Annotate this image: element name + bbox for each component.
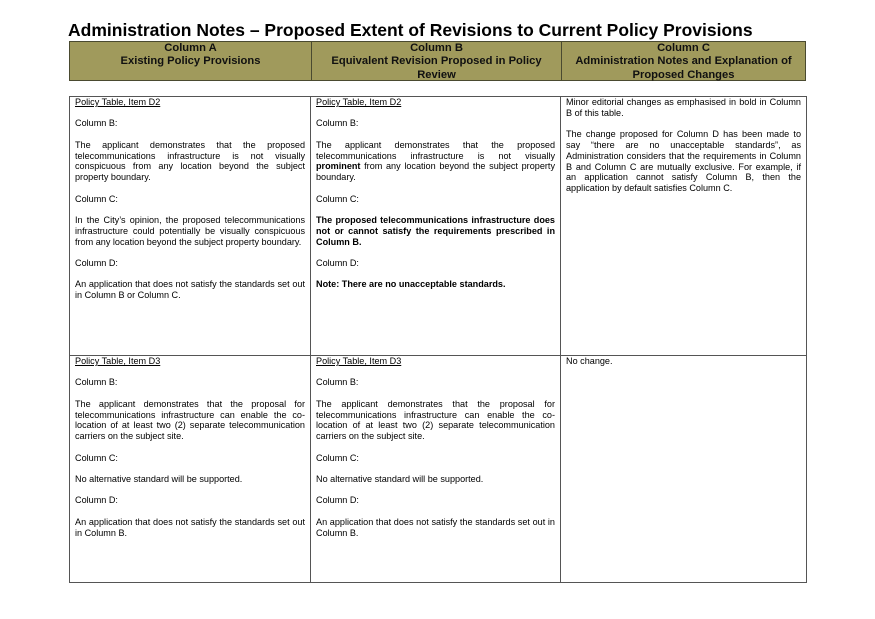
item-reference: Policy Table, Item D2 (316, 97, 402, 107)
column-c-label: Column C: (75, 452, 118, 463)
column-b-label: Column B: (316, 377, 359, 388)
column-b-label: Column B: (75, 118, 118, 129)
column-b-text-end: from any location beyond the subject property boundary. (316, 161, 555, 183)
table-row (70, 356, 807, 583)
column-d-text: An application that does not satisfy the standards set out in Column B or Column C. (75, 279, 305, 301)
column-d-label: Column D: (316, 495, 359, 506)
column-c-label: Column C: (75, 193, 118, 204)
column-c-label: Column C: (316, 452, 359, 463)
column-c-label: Column C: (316, 193, 359, 204)
column-c-text: In the City’s opinion, the proposed telecommunications infrastructure could potentially be visually conspicuous from any location beyond the subject property boundary. (75, 214, 305, 247)
table-header (69, 41, 806, 81)
item-reference: Policy Table, Item D2 (75, 97, 161, 107)
column-b-text: The applicant demonstrates that the proposed telecommunications infrastructure is not visually conspicuous from any location beyond the subject property boundary. (75, 139, 305, 183)
header-column-c (561, 42, 805, 80)
header-column-b-title-line2: Review (417, 68, 456, 81)
column-d-label: Column D: (316, 257, 359, 268)
admin-note: Minor editorial changes as emphasised in bold in Column B of this table. (566, 97, 801, 118)
header-column-b-label: Column B (410, 42, 463, 54)
column-c-text: No alternative standard will be supported. (316, 473, 484, 484)
table-cell-column-b (311, 97, 561, 356)
admin-note: No change. (566, 356, 613, 366)
column-d-note: Note: There are no unacceptable standards. (316, 279, 506, 290)
column-b-text-start: The applicant demonstrates that the proposed telecommunications infrastructure is not visually (316, 139, 555, 161)
table-row (70, 97, 807, 356)
header-column-c-title-line1: Administration Notes and Explanation of (575, 55, 792, 68)
column-b-text: The applicant demonstrates that the proposal for telecommunications infrastructure can enable the co-location of at least two (2) separate telecommunication carriers on the subject site. (75, 398, 305, 442)
item-reference: Policy Table, Item D3 (316, 356, 402, 366)
table-cell-column-a (70, 356, 311, 583)
column-d-label: Column D: (75, 257, 118, 268)
table-cell-column-c (561, 97, 807, 356)
header-column-b-title-line1: Equivalent Revision Proposed in Policy (331, 55, 542, 68)
page-title: Administration Notes – Proposed Extent of Revisions to Current Policy Provisions (68, 20, 753, 40)
column-d-text: An application that does not satisfy the standards set out in Column B. (316, 516, 555, 538)
column-d-text: An application that does not satisfy the standards set out in Column B. (75, 516, 305, 538)
table-cell-column-b (311, 356, 561, 583)
column-b-label: Column B: (316, 118, 359, 129)
header-column-a-title: Existing Policy Provisions (120, 55, 261, 68)
column-b-label: Column B: (75, 377, 118, 388)
column-b-text: The applicant demonstrates that the proposal for telecommunications infrastructure can enable the co-location of at least two (2) separate telecommunication carriers on the subject site. (316, 398, 555, 442)
table-cell-column-a (70, 97, 311, 356)
header-column-a-label: Column A (164, 42, 217, 54)
column-c-text: The proposed telecommunications infrastructure does not or cannot satisfy the requirements prescribed in Column B. (316, 214, 555, 247)
header-column-a (70, 42, 311, 80)
column-c-text: No alternative standard will be supported. (75, 473, 243, 484)
emphasised-word: prominent (316, 161, 361, 172)
column-d-label: Column D: (75, 495, 118, 506)
admin-note: The change proposed for Column D has been made to say “there are no unacceptable standards”, as Administration considers that the requirements in Column B and Column C are mutually exclusive. For example, if an application cannot satisfy Column B, then the application by default satisfies Column C. (566, 129, 801, 194)
column-b-text (316, 140, 555, 183)
policy-table (69, 96, 807, 583)
table-cell-column-c (561, 356, 807, 583)
item-reference: Policy Table, Item D3 (75, 356, 161, 366)
header-column-c-label: Column C (657, 42, 710, 54)
header-column-c-title-line2: Proposed Changes (632, 68, 735, 81)
header-column-b (311, 42, 561, 80)
